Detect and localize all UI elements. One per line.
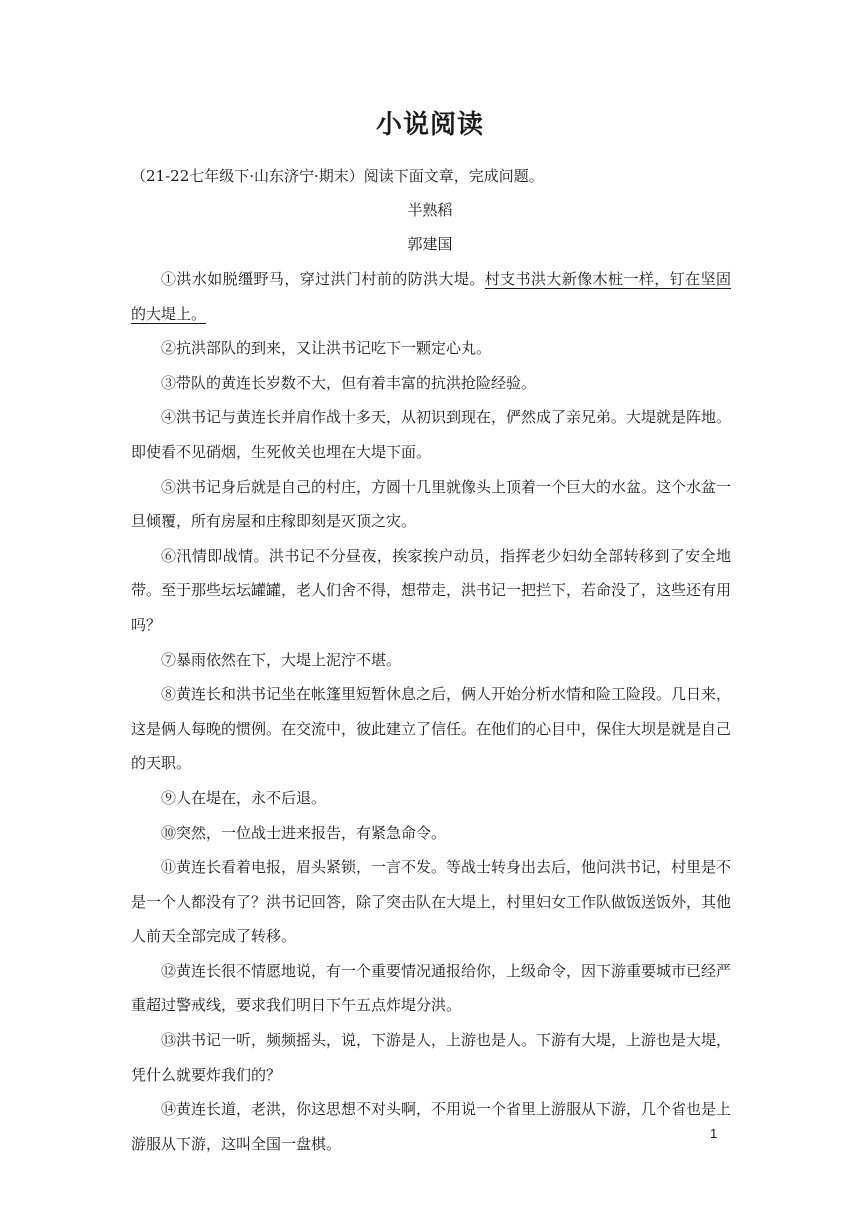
paragraph-11: ⑪黄连长看着电报，眉头紧锁，一言不发。等战士转身出去后，他问洪书记，村里是不是一个人都没有了？洪书记回答，除了突击队在大堤上，村里妇女工作队做饭送饭外，其他人前天全部完成了转移。 bbox=[131, 858, 732, 946]
paragraph-12: ⑫黄连长很不情愿地说，有一个重要情况通报给你，上级命令，因下游重要城市已经严重超过警戒线，要求我们明日下午五点炸堤分洪。 bbox=[131, 961, 732, 1015]
paragraph-3: ③带队的黄连长岁数不大，但有着丰富的抗洪抢险经验。 bbox=[161, 373, 537, 392]
underlined-sentence: 村支书洪大新像木桩一样，钉在坚固的大堤上。 bbox=[131, 270, 731, 323]
paragraph-text: ①洪水如脱缰野马，穿过洪门村前的防洪大堤。 bbox=[161, 270, 485, 288]
question-source: （21-22七年级下·山东济宁·期末）阅读下面文章，完成问题。 bbox=[131, 167, 544, 185]
story-body bbox=[131, 262, 731, 1161]
paragraph-6: ⑥汛情即战情。洪书记不分昼夜，挨家挨户动员，指挥老少妇幼全部转移到了安全地带。至于那些坛坛罐罐，老人们舍不得，想带走，洪书记一把拦下，若命没了，这些还有用吗？ bbox=[131, 546, 732, 634]
paragraph-4: ④洪书记与黄连长并肩作战十多天，从初识到现在，俨然成了亲兄弟。大堤就是阵地。即使看不见硝烟，生死攸关也埋在大堤下面。 bbox=[131, 408, 732, 461]
paragraph-10: ⑩突然，一位战士进来报告，有紧急命令。 bbox=[161, 823, 447, 842]
paragraph-5: ⑤洪书记身后就是自己的村庄，方圆十几里就像头上顶着一个巨大的水盆。这个水盆一旦倾覆，所有房屋和庄稼即刻是灭顶之灾。 bbox=[131, 477, 732, 531]
paragraph-7: ⑦暴雨依然在下，大堤上泥泞不堪。 bbox=[161, 650, 402, 669]
paragraph-9: ⑨人在堤在，永不后退。 bbox=[161, 788, 327, 807]
story-author: 郭建国 bbox=[407, 235, 453, 253]
paragraph-13: ⑬洪书记一听，频频摇头，说，下游是人，上游也是人。下游有大堤，上游也是大堤，凭什么就要炸我们的？ bbox=[131, 1031, 732, 1084]
paragraph-14: ⑭黄连长道，老洪，你这思想不对头啊，不用说一个省里上游服从下游，几个省也是上游服从下游，这叫全国一盘棋。 bbox=[131, 1100, 732, 1153]
paragraph-8: ⑧黄连长和洪书记坐在帐篷里短暂休息之后，俩人开始分析水情和险工险段。几日来，这是俩人每晚的惯例。在交流中，彼此建立了信任。在他们的心目中，保住大坝是就是自己的天职。 bbox=[131, 685, 732, 773]
story-title: 半熟稻 bbox=[407, 201, 453, 219]
paragraph-2: ②抗洪部队的到来，又让洪书记吃下一颗定心丸。 bbox=[161, 339, 492, 358]
paragraph-1 bbox=[131, 262, 731, 331]
page-title: 小说阅读 bbox=[375, 110, 484, 140]
page-number: 1 bbox=[710, 1126, 718, 1141]
